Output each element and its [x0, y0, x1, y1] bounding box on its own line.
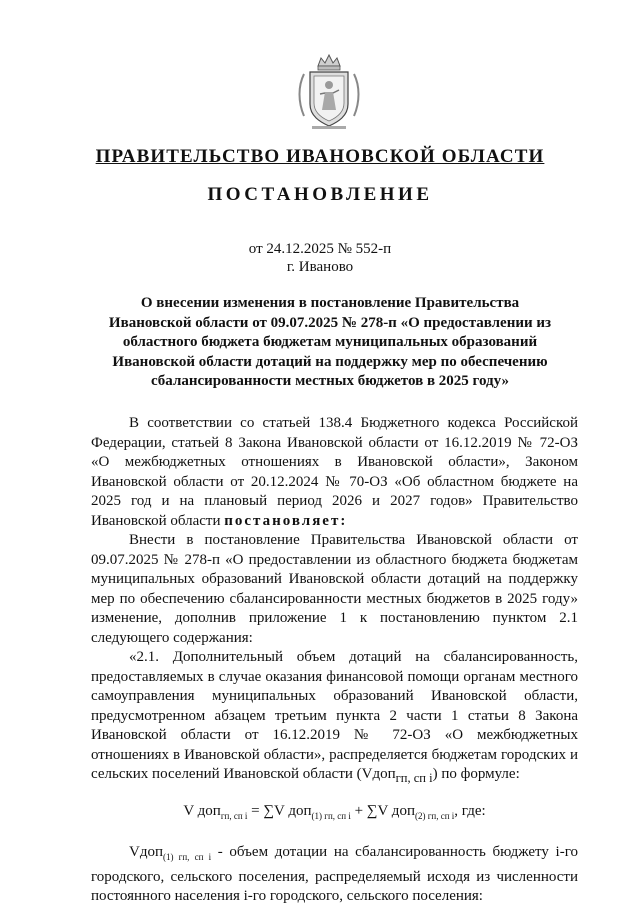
clause-end: ) по формуле: [432, 766, 520, 782]
formula-lhs-sub: гп, сп i [220, 810, 248, 821]
formula-eq: = ∑V доп [247, 802, 312, 819]
document-meta [0, 240, 640, 276]
document-body [91, 414, 578, 907]
paragraph-clause-2-1 [91, 648, 578, 789]
definition-var: Vдоп [129, 844, 163, 860]
definition-var-sub: (1) гп, сп i [163, 852, 212, 862]
formula-plus: + ∑V доп [350, 802, 415, 819]
government-name: ПРАВИТЕЛЬСТВО ИВАНОВСКОЙ ОБЛАСТИ [95, 146, 545, 167]
decree-word: постановляет [224, 512, 341, 529]
date-number: от 24.12.2025 № 552-п [248, 241, 392, 257]
formula [91, 802, 578, 827]
paragraph-amendment: Внести в постановление Правительства Ивановской области от 09.07.2025 № 278-п «О предоставлении из областного бюджета бюджетам муниципальных образований Ивановской области дотаций на поддержку мер по обеспечению сбалансированности местных бюджетов в 2025 году» изменение, дополнив приложение 1 к постановлению пунктом 2.1 следующего содержания: [91, 532, 578, 646]
paragraph-preamble [91, 414, 578, 531]
preamble-text: В соответствии со статьей 138.4 Бюджетного кодекса Российской Федерации, статьей 8 Закона Ивановской области от 16.12.2019 № 72-ОЗ «О межбюджетных отношениях в Ивановской области», Законом Ивановской области от 20.12.2024 № 70-ОЗ «Об областном бюджете на 2025 год и на плановый период 2026 и 2027 годов» Правительство Ивановской области [91, 415, 578, 529]
definition-paragraph [91, 843, 578, 907]
clause-subscript: гп, сп i [395, 771, 433, 785]
document-type: ПОСТАНОВЛЕНИЕ [207, 184, 433, 205]
document-subject: О внесении изменения в постановление Правительства Ивановской области от 09.07.2025 № 278-п «О предоставлении из областного бюджета бюджетам муниципальных образований Ивановской области дотаций на поддержку мер по обеспечению сбалансированности местных бюджетов в 2025 году» [108, 295, 552, 389]
city: г. Иваново [286, 259, 354, 275]
decree-colon: : [340, 512, 348, 529]
formula-lhs: V доп [183, 802, 221, 819]
formula-term2-sub: (2) гп, сп i [414, 810, 455, 821]
formula-end: , где: [454, 802, 486, 819]
clause-text: «2.1. Дополнительный объем дотаций на сбалансированность, предоставляемых в случае оказания финансовой помощи органам местного самоуправления муниципальных образований Ивановской области, предусмотренном абзацем третьим пункта 2 части 1 статьи 8 Закона Ивановской области от 16.12.2019 № 72-ОЗ «О межбюджетных отношениях в Ивановской области», распределяется бюджетам городских и сельских поселений Ивановской области (Vдоп [91, 649, 578, 782]
formula-term1-sub: (1) гп, сп i [311, 810, 351, 821]
definition-text: - объем дотации на сбалансированность бюджету i-го городского, сельского поселения, распределяемый исходя из численности постоянного населения i-го городского, сельского поселения: [91, 844, 578, 904]
coat-of-arms-icon [296, 52, 362, 134]
